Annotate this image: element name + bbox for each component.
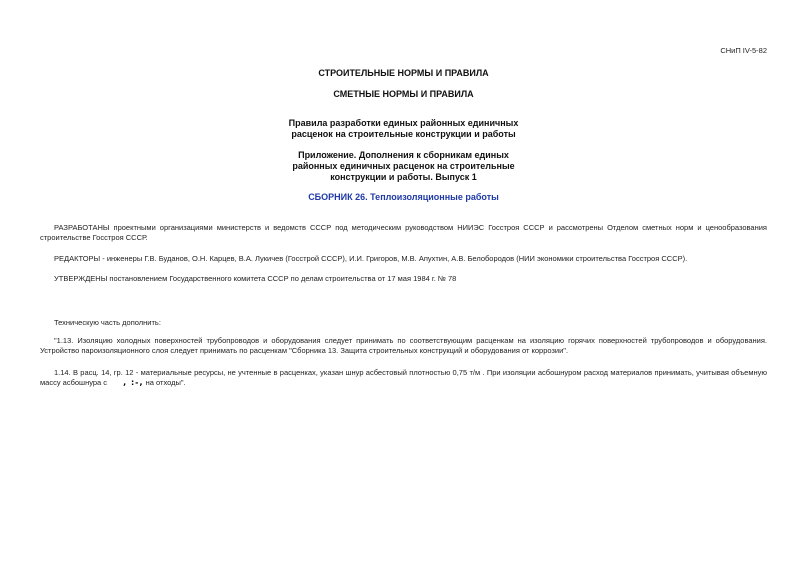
- heading-appendix-line-2: районных единичных расценок на строительные: [292, 161, 515, 171]
- paragraph-tech-part: Техническую часть дополнить:: [54, 318, 161, 327]
- developed-label: РАЗРАБОТАНЫ: [54, 223, 110, 232]
- heading-rules-line-2: расценок на строительные конструкции и работы: [291, 129, 516, 139]
- heading-rules-line-1: Правила разработки единых районных единичных: [288, 118, 519, 128]
- heading-appendix-line-3: конструкции и работы. Выпуск 1: [330, 172, 477, 182]
- heading-appendix-line-1: Приложение. Дополнения к сборникам единых: [298, 150, 509, 160]
- heading-estimate-norms: СМЕТНЫЕ НОРМЫ И ПРАВИЛА: [333, 89, 474, 99]
- heading-rules: [0, 118, 807, 140]
- item-1-14-part-2: . При изоляции асбошнуром расход материалов принимать, учитывая объемную массу асбошнура с: [40, 368, 767, 387]
- paragraph-item-1-14: [40, 368, 767, 388]
- document-code: СНиП IV-5-82: [720, 46, 767, 55]
- heading-collection: СБОРНИК 26. Теплоизоляционные работы: [308, 192, 499, 202]
- heading-building-norms: СТРОИТЕЛЬНЫЕ НОРМЫ И ПРАВИЛА: [318, 68, 489, 78]
- developed-text: проектными организациями министерств и ведомств СССР под методическим руководством НИИЭС Госстроя СССР и рассмотрены Отделом сметных норм и ценообразования строительстве Госстроя СССР.: [40, 223, 767, 242]
- editors-label: РЕДАКТОРЫ: [54, 254, 101, 263]
- paragraph-item-1-13: "1.13. Изоляцию холодных поверхностей трубопроводов и оборудования следует принимать по соответствующим расценкам на изоляцию горячих поверхностей трубопроводов и оборудования. Устройство пароизоляционного слоя следует принимать по расценкам "Сборника 13. Защита строительных конструкций и оборудования от коррозии".: [40, 336, 767, 355]
- heading-appendix: [0, 150, 807, 183]
- item-1-14-part-3: на отходы".: [143, 378, 186, 387]
- paragraph-editors: [40, 254, 767, 264]
- approved-label: УТВЕРЖДЕНЫ: [54, 274, 108, 283]
- item-1-14-ink-blot: , :-,: [123, 378, 144, 387]
- paragraph-approved: [40, 274, 767, 284]
- approved-text: постановлением Государственного комитета СССР по делам строительства от 17 мая 1984 г. № 78: [107, 274, 457, 283]
- paragraph-developed: [40, 223, 767, 243]
- item-1-14-part-1: 1.14. В расц. 14, гр. 12 - материальные ресурсы, не учтенные в расценках, указан шнур асбестовый плотностью 0,75 т/м: [54, 368, 481, 377]
- editors-text: - инженеры Г.В. Буданов, О.Н. Карцев, В.А. Лукичев (Госстрой СССР), И.И. Григоров, М.В. Апухтин, А.В. Белобородов (НИИ экономики строительства Госстроя СССР).: [100, 254, 688, 263]
